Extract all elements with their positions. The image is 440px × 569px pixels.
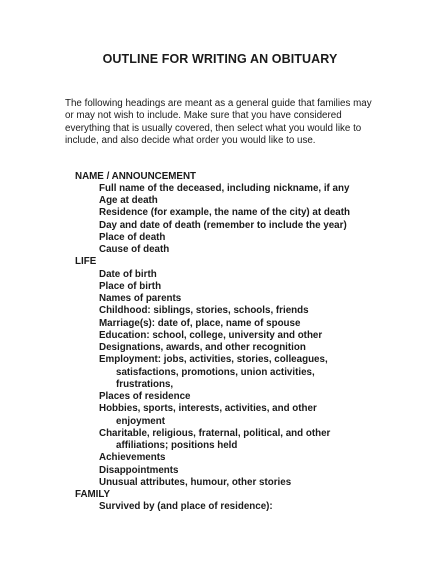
outline-item: Names of parents (99, 293, 182, 305)
document-title: OUTLINE FOR WRITING AN OBITUARY (102, 52, 338, 66)
outline-item: Disappointments (99, 464, 179, 476)
outline-item (0, 428, 440, 453)
section-heading: LIFE (75, 256, 97, 268)
outline-item: Age at death (99, 195, 158, 207)
outline-item: Place of death (99, 231, 166, 243)
outline-item-continuation: enjoyment (116, 415, 165, 427)
outline-item: Full name of the deceased, including nickname, if any (99, 182, 350, 194)
outline-item-text: Hobbies, sports, interests, activities, and other (99, 403, 317, 415)
outline-item-text: Employment: jobs, activities, stories, colleagues, (99, 354, 328, 366)
outline-item-continuation: satisfactions, promotions, union activities, (116, 366, 315, 378)
intro-paragraph: The following headings are meant as a general guide that families may or may not wish to include. Make sure that you have considered everything that is usually covered, then select what you would like to include, and also decide what order you would like to use. (65, 98, 372, 147)
outline-item: Marriage(s): date of, place, name of spouse (99, 317, 301, 329)
outline-item: Achievements (99, 452, 166, 464)
outline-item (0, 403, 440, 428)
section-heading: FAMILY (75, 489, 111, 501)
outline-item: Day and date of death (remember to include the year) (99, 219, 347, 231)
outline-item: Childhood: siblings, stories, schools, friends (99, 305, 309, 317)
outline-item: Survived by (and place of residence): (99, 501, 273, 513)
outline-item: Cause of death (99, 244, 170, 256)
outline-item: Places of residence (99, 391, 191, 403)
outline-item (0, 354, 440, 391)
outline-item-continuation: affiliations; positions held (116, 440, 238, 452)
section-heading: NAME / ANNOUNCEMENT (75, 170, 197, 182)
outline-item-text: Charitable, religious, fraternal, political, and other (99, 427, 331, 439)
outline-item: Place of birth (99, 280, 162, 292)
outline-item: Residence (for example, the name of the city) at death (99, 207, 350, 219)
outline-item: Education: school, college, university and other (99, 329, 323, 341)
outline-item: Date of birth (99, 268, 157, 280)
outline-item: Designations, awards, and other recognition (99, 342, 306, 354)
outline-list (0, 171, 440, 514)
outline-item: Unusual attributes, humour, other stories (99, 476, 292, 488)
outline-item-continuation: frustrations, (116, 378, 174, 390)
